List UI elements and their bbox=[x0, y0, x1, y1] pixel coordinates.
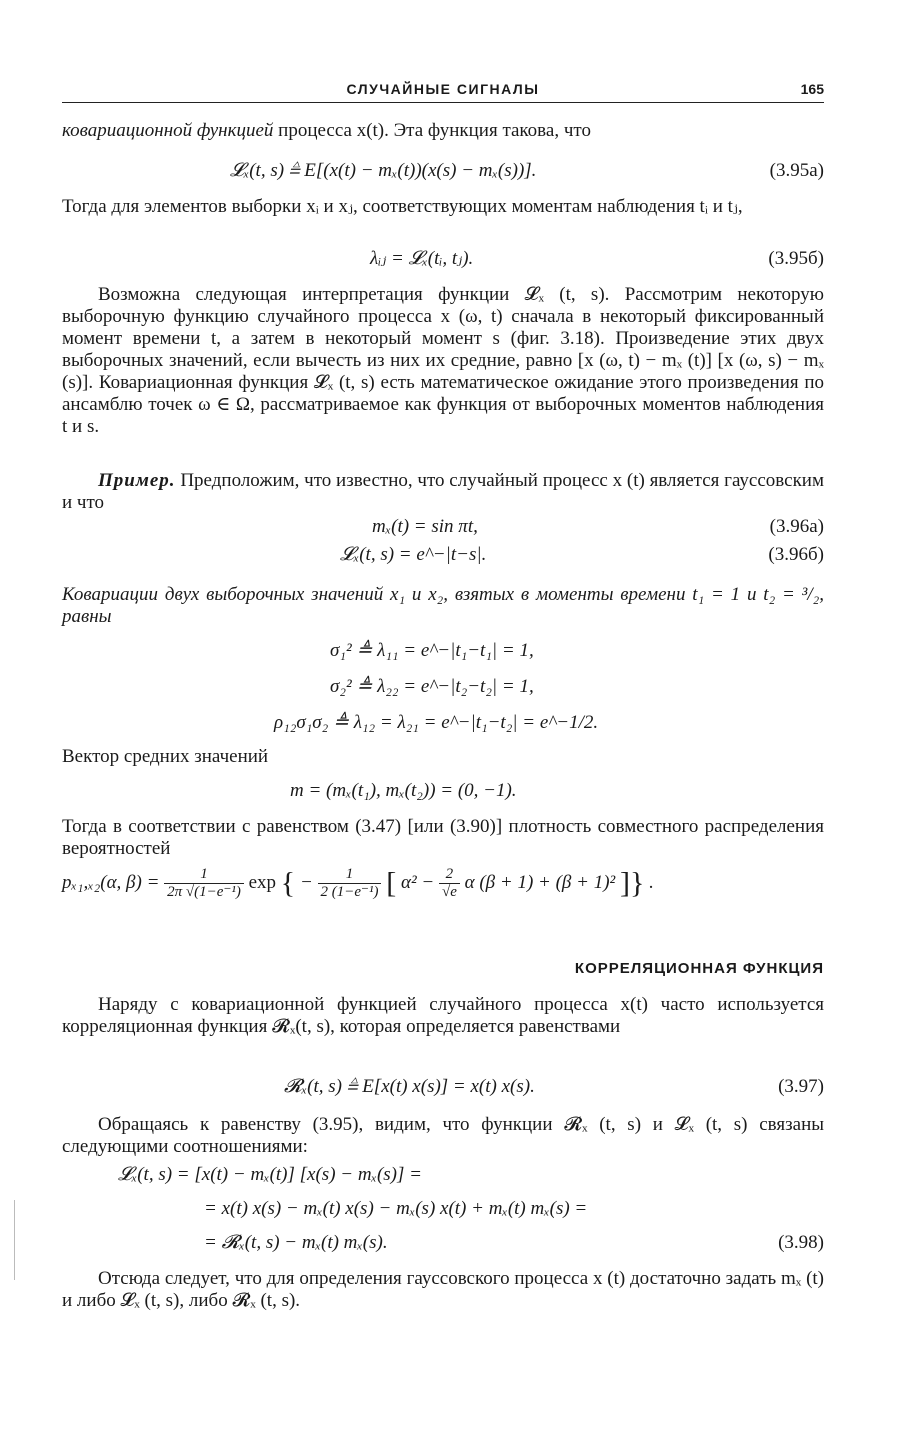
equation-formula: σ₁² ≜ λ₁₁ = e^−|t₁−t₁| = 1, bbox=[330, 640, 534, 661]
right-brackets: ]} bbox=[619, 866, 645, 900]
paragraph-elements: Тогда для элементов выборки xᵢ и xⱼ, соответствующих моментам наблюдения tᵢ и tⱼ, bbox=[62, 196, 743, 217]
covariance-eq-2 bbox=[62, 676, 824, 702]
equation-formula: λᵢⱼ = 𝓛ₓ(tᵢ, tⱼ). bbox=[370, 248, 474, 269]
equation-3-95a bbox=[62, 160, 824, 186]
paragraph-interpretation: Возможна следующая интерпретация функции 𝓛ₓ (t, s). Рассмотрим некоторую выборочную функцию случайного процесса x (ω, t) сначала в некоторый фиксированный момент времени t, а затем в некоторый момент s (фиг. 3.18). Произведение этих двух выборочных значений, если вычесть из них их средние, равно [x (ω, t) − mₓ (t)] [x (ω, s) − mₓ (s)]. Ковариационная функция 𝓛ₓ (t, s) есть математическое ожидание этого произведения по ансамблю точек ω ∈ Ω, рассматриваемое как функция от выборочных моментов наблюдения t и s. bbox=[62, 284, 824, 437]
paragraph-relation: Обращаясь к равенству (3.95), видим, что функции 𝓡ₓ (t, s) и 𝓛ₓ (t, s) связаны следующими соотношениями: bbox=[62, 1114, 824, 1157]
equation-formula: 𝓡ₓ(t, s) ≜ E[x(t) x(s)] = x(t) x(s). bbox=[284, 1076, 535, 1097]
book-page bbox=[62, 0, 824, 1430]
intro-text: процесса x(t). Эта функция такова, что bbox=[278, 120, 591, 141]
equation-formula: m = (mₓ(t₁), mₓ(t₂)) = (0, −1). bbox=[290, 780, 517, 801]
left-bracket: [ bbox=[386, 866, 397, 900]
density-equation bbox=[62, 866, 824, 916]
equation-3-95b bbox=[62, 248, 824, 274]
equation-3-96b bbox=[62, 544, 824, 570]
scan-margin-line bbox=[14, 1200, 15, 1280]
density-lhs: pₓ₁,ₓ₂(α, β) = bbox=[62, 871, 160, 893]
equation-number: (3.96а) bbox=[769, 516, 824, 537]
fraction-numerator: 1 bbox=[318, 866, 382, 884]
paragraph-density: Тогда в соответствии с равенством (3.47) [или (3.90)] плотность совместного распределения вероятностей bbox=[62, 816, 824, 859]
equation-3-98-line-1 bbox=[62, 1164, 824, 1190]
equation-formula: = 𝓡ₓ(t, s) − mₓ(t) mₓ(s). bbox=[204, 1232, 388, 1253]
example-text: Предположим, что известно, что случайный процесс x (t) является гауссовским и что bbox=[62, 470, 825, 513]
paragraph-covariances: Ковариации двух выборочных значений x₁ и x₂, взятых в моменты времени t₁ = 1 и t₂ = ³/₂, равны bbox=[62, 584, 824, 627]
equation-formula: σ₂² ≜ λ₂₂ = e^−|t₂−t₂| = 1, bbox=[330, 676, 534, 697]
equation-number: (3.98) bbox=[778, 1232, 824, 1253]
minus-sign: − bbox=[299, 871, 313, 893]
fraction-numerator: 2 bbox=[439, 866, 460, 884]
bracket-start: α² − bbox=[400, 871, 435, 893]
equation-formula: 𝓛ₓ(t, s) ≜ E[(x(t) − mₓ(t))(x(s) − mₓ(s))]. bbox=[230, 160, 537, 181]
page-number: 165 bbox=[800, 81, 824, 97]
equation-3-97 bbox=[62, 1076, 824, 1102]
intro-line bbox=[62, 120, 824, 142]
equation-formula: 𝓛ₓ(t, s) = e^−|t−s|. bbox=[340, 544, 487, 565]
fraction-denominator: 2 (1−e⁻¹) bbox=[320, 884, 379, 900]
running-title: СЛУЧАЙНЫЕ СИГНАЛЫ bbox=[346, 81, 540, 97]
fraction-denominator: √e bbox=[441, 884, 457, 900]
covariance-eq-3 bbox=[62, 712, 824, 738]
mean-vector-label: Вектор средних значений bbox=[62, 746, 269, 767]
bracket-tail: α (β + 1) + (β + 1)² bbox=[464, 871, 616, 893]
fraction-denominator: 2π √(1−e⁻¹) bbox=[167, 884, 241, 900]
fraction-numerator: 1 bbox=[164, 866, 244, 884]
section-title: КОРРЕЛЯЦИОННАЯ ФУНКЦИЯ bbox=[574, 960, 824, 977]
covariance-eq-1 bbox=[62, 640, 824, 666]
example-label: Пример. bbox=[98, 470, 176, 491]
paragraph-conclusion: Отсюда следует, что для определения гауссовского процесса x (t) достаточно задать mₓ (t) и либо 𝓛ₓ (t, s), либо 𝓡ₓ (t, s). bbox=[62, 1268, 824, 1311]
equation-3-98-line-2 bbox=[62, 1198, 824, 1224]
mean-vector-equation bbox=[62, 780, 824, 806]
equation-number: (3.95а) bbox=[769, 160, 824, 181]
equation-3-98-line-3 bbox=[62, 1232, 824, 1258]
left-brace: { bbox=[280, 866, 296, 900]
exp-label: exp bbox=[248, 871, 277, 893]
equation-formula: mₓ(t) = sin πt, bbox=[372, 516, 478, 537]
fraction-2 bbox=[318, 866, 382, 901]
equation-formula: ρ₁₂σ₁σ₂ ≜ λ₁₂ = λ₂₁ = e^−|t₁−t₂| = e^−1/2. bbox=[274, 712, 599, 733]
period: . bbox=[649, 871, 654, 893]
example-paragraph bbox=[62, 470, 824, 514]
running-header bbox=[62, 76, 824, 103]
paragraph-correlation: Наряду с ковариационной функцией случайного процесса x(t) часто используется корреляционная функция 𝓡ₓ(t, s), которая определяется равенствами bbox=[62, 994, 824, 1037]
equation-formula: = x(t) x(s) − mₓ(t) x(s) − mₓ(s) x(t) + mₓ(t) mₓ(s) = bbox=[204, 1198, 588, 1219]
equation-number: (3.97) bbox=[778, 1076, 824, 1097]
fraction-3 bbox=[439, 866, 460, 901]
equation-number: (3.95б) bbox=[768, 248, 824, 269]
equation-formula: 𝓛ₓ(t, s) = [x(t) − mₓ(t)] [x(s) − mₓ(s)] = bbox=[118, 1164, 422, 1185]
equation-3-96a bbox=[62, 516, 824, 542]
fraction-1 bbox=[164, 866, 244, 901]
equation-number: (3.96б) bbox=[768, 544, 824, 565]
intro-term: ковариационной функцией bbox=[62, 120, 274, 141]
